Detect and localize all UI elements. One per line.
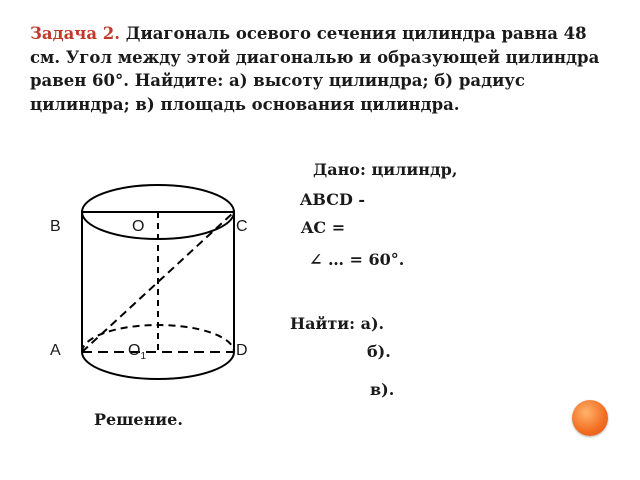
point-label-d: D	[236, 342, 248, 359]
find-line-1: Найти: а).	[290, 314, 385, 333]
problem-text: Диагональ осевого сечения цилиндра равна 48 см. Угол между этой диагональю и образующей цилиндра равен 60°. Найдите: а) высоту цилиндра; б) радиус цилиндра; в) площадь основания цилиндра.	[30, 24, 600, 114]
given-line-1: Дано: цилиндр,	[313, 160, 458, 179]
point-label-c: C	[236, 218, 248, 235]
find-line-2: б).	[367, 342, 391, 361]
point-label-a: A	[50, 342, 61, 359]
find-line-3: в).	[370, 380, 395, 399]
given-line-3: AC =	[301, 218, 346, 237]
given-line-2: ABCD -	[300, 190, 366, 209]
bottom-base-front	[82, 352, 234, 379]
point-label-o: O	[132, 218, 145, 235]
given-line-4: ∠ … = 60°.	[309, 250, 405, 269]
point-label-o1: $O_1$	[128, 342, 147, 363]
orange-circle-decoration	[572, 400, 608, 436]
solution-heading: Решение.	[94, 410, 183, 429]
problem-label: Задача 2.	[30, 24, 121, 43]
point-label-b: B	[50, 218, 61, 235]
